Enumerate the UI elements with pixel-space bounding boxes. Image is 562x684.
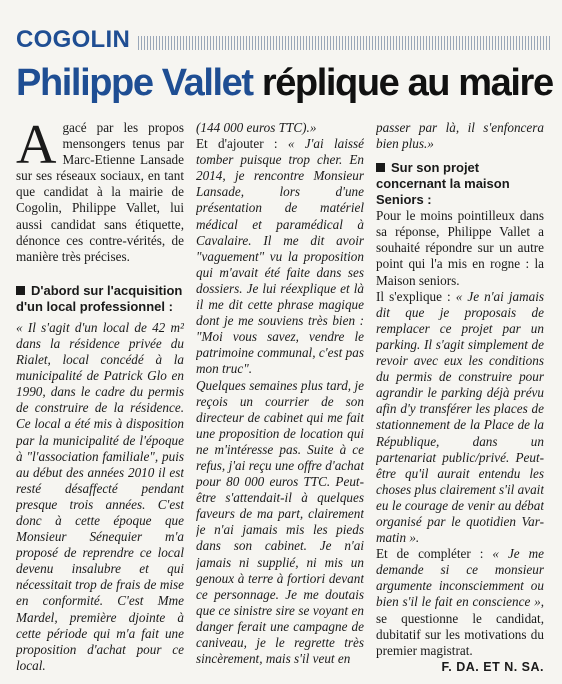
quote-lansade: « J'ai laissé tomber puisque trop cher. En 2014, je rencontre Monsieur Lansade, lors d'une présentation de matériel médical et paramédical à Cavalaire. Il me dit avoir "vaguement" vu la proposition qui m'avait été faite dans ses dossiers. Je lui réexplique et là il me dit cette phrase magique dont je me souviens très bien : "Moi vous savez, vendre le patrimoine communal, c'est pas mon truc". <box>196 136 364 377</box>
quote-semaines: Quelques semaines plus tard, je reçois un courrier de son directeur de cabinet qui me fait une proposition de location qui ne m'intéresse pas. Suite à ce refus, j'ai reçu une offre d'achat pour 80 000 euros TTC. Peut-être s'attendait-il à quelques faveurs de ma part, clairement je n'ai jamais mis les pieds dans son cabinet. Je n'ai jamais ni supplié, ni mis un genoux à terre à fortiori devant ce personnage. Je me doutais que ce sinistre sire se voyant en danger ferait une campagne de caniveau, je le regrette très sincèrement, mais s'il veut en <box>196 377 364 667</box>
headline-name: Philippe Vallet <box>16 62 253 104</box>
explique-paragraph <box>376 289 544 547</box>
kicker-rule <box>138 36 550 50</box>
intro-text: gacé par les propos mensongers tenus par Marc-Etienne Lansade sur ses réseaux sociaux, en tant que candidat à la mairie de Cogolin, Philippe Vallet, lui aussi candidat sans étiquette, dénonce ces contre-vérités, de manière très précises. <box>16 120 184 264</box>
completer-label: Et de compléter : <box>376 546 484 562</box>
completer-paragraph <box>376 546 544 659</box>
subhead-seniors <box>376 160 544 208</box>
quote-monsieur: « Je me demande si ce monsieur argumente inconsciemment ou bien s'il le fait en conscience » <box>376 546 544 610</box>
headline <box>16 62 552 104</box>
closing-text: , se questionne le candidat, dubitatif sur les motivations du premier magistrat. <box>376 594 544 658</box>
quote-parking: « Je n'ai jamais dit que je proposais de remplacer ce projet par un parking. Il s'agit simplement de revoir avec eux les conditions du permis de construire pour agrandir le parking déjà prévu afin d'y transférer les places de stationnement de la Place de la République, dans un partenariat public/privé. Peut-être qu'il aurait entendu les choses plus clairement s'il avait eu le courage de venir au débat organisé par le quotidien Var-matin ». <box>376 288 544 546</box>
ajouter-paragraph <box>196 136 364 377</box>
column-2 <box>196 120 364 676</box>
quote-end: passer par là, il s'enfoncera bien plus.» <box>376 120 544 152</box>
quote-local: « Il s'agit d'un local de 42 m² dans la résidence privée du Rialet, local concédé à la municipalité de Patrick Glo en 1990, dans le cadre du permis de construire de la résidence. Ce local a été mis à disposition par la municipalité de l'époque à "l'association familiale", puis au début des années 2010 il est resté désaffecté pendant presque trois années. C'est donc à cette époque que Monsieur Sénequier m'a proposé de reprendre ce local devenu insalubre et qui nécessitait trop de frais de mise en conformité. C'est Mme Mardel, première djointe à cette période qui m'a fait une proposition d'achat pour ce local. <box>16 319 184 673</box>
price-text: (144 000 euros TTC).» <box>196 120 317 135</box>
drop-cap: A <box>16 120 57 176</box>
seniors-paragraph: Pour le moins pointilleux dans sa réponse, Philippe Vallet a souhaité répondre sur un autre point qui l'a mis en rogne : la Maison seniors. <box>376 208 544 288</box>
kicker-row <box>16 22 550 52</box>
column-1 <box>16 120 184 676</box>
subhead-local-text: D'abord sur l'acquisition d'un local professionnel : <box>16 282 183 314</box>
explique-label: Il s'explique : <box>376 288 451 304</box>
article-body <box>16 120 544 676</box>
intro-paragraph <box>16 120 184 265</box>
byline-signature: F. DA. ET N. SA. <box>441 659 544 674</box>
subhead-seniors-text: Sur son projet concernant la maison Seniors : <box>376 160 510 208</box>
subhead-local <box>16 283 184 315</box>
section-kicker: COGOLIN <box>16 26 131 53</box>
ajouter-label: Et d'ajouter : <box>196 136 278 152</box>
bullet-square-icon <box>16 286 25 295</box>
headline-rest: réplique au maire <box>261 62 553 104</box>
column-3 <box>376 120 544 676</box>
bullet-square-icon <box>376 163 385 172</box>
